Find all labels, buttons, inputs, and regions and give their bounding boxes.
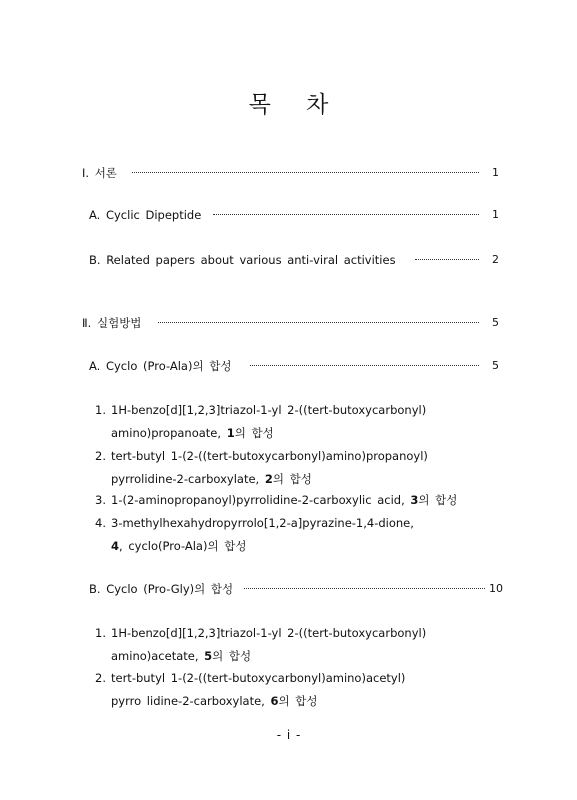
toc-entry-methods[interactable] [0, 313, 577, 333]
list-item-text-continued: amino)acetate, 5의 합성 [111, 649, 252, 663]
list-item-number: 1. [95, 403, 106, 417]
toc-leader [158, 320, 479, 323]
toc-entry-related-papers[interactable] [0, 250, 577, 270]
toc-entry-cyclic-dipeptide[interactable] [0, 205, 577, 225]
list-item-number: 1. [95, 626, 106, 640]
list-item-text: tert-butyl 1-(2-((tert-butoxycarbonyl)amino)propanoyl) [111, 449, 428, 463]
toc-label: Ⅱ. 실험방법 [82, 316, 142, 330]
toc-label: A. Cyclo (Pro-Ala)의 합성 [89, 359, 232, 373]
list-item-text: 1H-benzo[d][1,2,3]triazol-1-yl 2-((tert-butoxycarbonyl) [111, 403, 427, 417]
toc-entry-introduction[interactable] [0, 163, 577, 183]
toc-entry-cyclo-pro-gly[interactable] [0, 579, 577, 599]
list-item-text-continued: pyrro lidine-2-carboxylate, 6의 합성 [111, 694, 318, 708]
list-item-text: 1-(2-aminopropanoyl)pyrrolidine-2-carboxylic acid, 3의 합성 [111, 493, 458, 507]
compound-number: 2 [264, 472, 273, 486]
list-item-text: 1H-benzo[d][1,2,3]triazol-1-yl 2-((tert-butoxycarbonyl) [111, 626, 427, 640]
list-item-text: 3-methylhexahydropyrrolo[1,2-a]pyrazine-1,4-dione, [111, 516, 414, 530]
list-item-number: 4. [95, 516, 106, 530]
toc-leader [415, 257, 479, 260]
toc-leader [132, 170, 479, 173]
compound-number: 5 [204, 649, 213, 663]
list-item-text-continued: 4, cyclo(Pro-Ala)의 합성 [111, 539, 247, 553]
page-footer-number: - i - [276, 728, 301, 742]
toc-page-number: 5 [492, 359, 499, 372]
toc-label: Ⅰ. 서론 [82, 166, 117, 180]
compound-number: 1 [226, 426, 235, 440]
toc-page-number: 2 [492, 253, 499, 266]
list-item-number: 2. [95, 449, 106, 463]
list-item-text-continued: pyrrolidine-2-carboxylate, 2의 합성 [111, 472, 312, 486]
list-item-text: tert-butyl 1-(2-((tert-butoxycarbonyl)amino)acetyl) [111, 671, 406, 685]
toc-label: A. Cyclic Dipeptide [89, 208, 202, 222]
list-item-number: 2. [95, 671, 106, 685]
list-item-text-continued: amino)propanoate, 1의 합성 [111, 426, 274, 440]
compound-number: 6 [270, 694, 279, 708]
toc-page-number: 5 [492, 316, 499, 329]
toc-leader [213, 212, 479, 215]
toc-page-number: 10 [489, 582, 503, 595]
list-item-number: 3. [95, 493, 106, 507]
compound-number: 3 [410, 493, 419, 507]
toc-label: B. Cyclo (Pro-Gly)의 합성 [89, 582, 234, 596]
toc-leader [250, 363, 479, 366]
page-title: 목 차 [248, 92, 343, 118]
toc-page-number: 1 [492, 208, 499, 221]
toc-entry-cyclo-pro-ala[interactable] [0, 356, 577, 376]
toc-label: B. Related papers about various anti-viral activities [89, 253, 396, 267]
compound-number: 4 [111, 539, 120, 553]
toc-page-number: 1 [492, 166, 499, 179]
toc-leader [244, 586, 485, 589]
